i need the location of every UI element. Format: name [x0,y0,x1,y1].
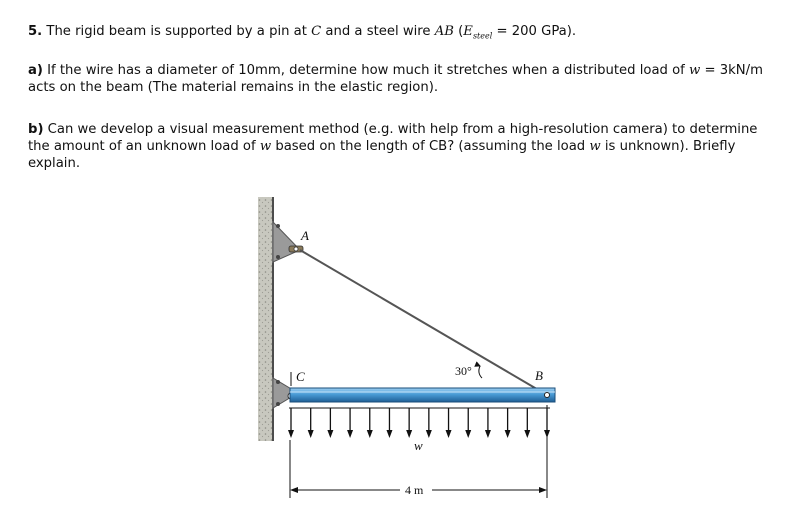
load-arrow-head [347,430,353,438]
dimension-arrow-left [290,487,298,493]
wire-ab [300,250,547,395]
part-a-label: a) [28,63,43,78]
label-c: C [296,369,305,384]
label-b: B [535,368,543,383]
load-arrow-head [406,430,412,438]
part-b-text-1: Can we develop a visual measurement method (e.g. with help from a high-resolution camera) to determine the amount of an unknown load of [28,122,758,154]
part-b-label: b) [28,122,44,137]
part-a-text-1: If the wire has a diameter of 10mm, determine how much it stretches when a distributed load of [47,63,685,78]
part-b-w-symbol: w [259,139,272,154]
load-arrow-head [485,430,491,438]
load-arrow-head [367,430,373,438]
rigid-beam [290,388,555,402]
problem-statement: 5. The rigid beam is supported by a pin at C and a steel wire AB ($E_{steel} = 200$ GPa). [28,24,577,41]
part-a-w-symbol: w [689,63,701,78]
load-arrow-head [288,430,294,438]
modulus-symbol: E [463,24,473,39]
intro-text-2: and a steel wire [325,24,431,39]
load-label: w [414,438,423,453]
dimension-arrow-right [539,487,547,493]
modulus-subscript: steel [472,31,493,41]
angle-label: 30° [455,364,472,378]
span-label: 4 m [405,483,424,497]
part-a-text-2: = 3kN/m acts on the beam (The material remains in the elastic region). [28,63,763,95]
wall-hatching [258,197,272,441]
top-bracket [273,222,303,262]
pin-b [545,393,550,398]
wire-symbol: AB [434,24,454,39]
load-arrow-head [386,430,392,438]
problem-number: 5. [28,24,43,39]
distributed-load [288,408,550,438]
load-arrow-head [446,430,452,438]
part-b-text-3: is unknown). Briefly explain. [28,139,736,171]
load-arrow-head [327,430,333,438]
intro-text-1: The rigid beam is supported by a pin at [46,24,307,39]
part-b-w-symbol-2: w [589,139,601,154]
modulus-value: = 200 GPa). [496,24,577,39]
load-arrow-head [426,430,432,438]
label-a: A [301,228,309,243]
angle-arc [479,366,482,378]
load-arrow-head [505,430,511,438]
part-b-text-2: based on the length of CB? (assuming the load [275,139,586,154]
load-arrow-head [524,430,530,438]
load-arrow-head [465,430,471,438]
load-arrow-head [308,430,314,438]
point-c-symbol: C [311,24,322,39]
